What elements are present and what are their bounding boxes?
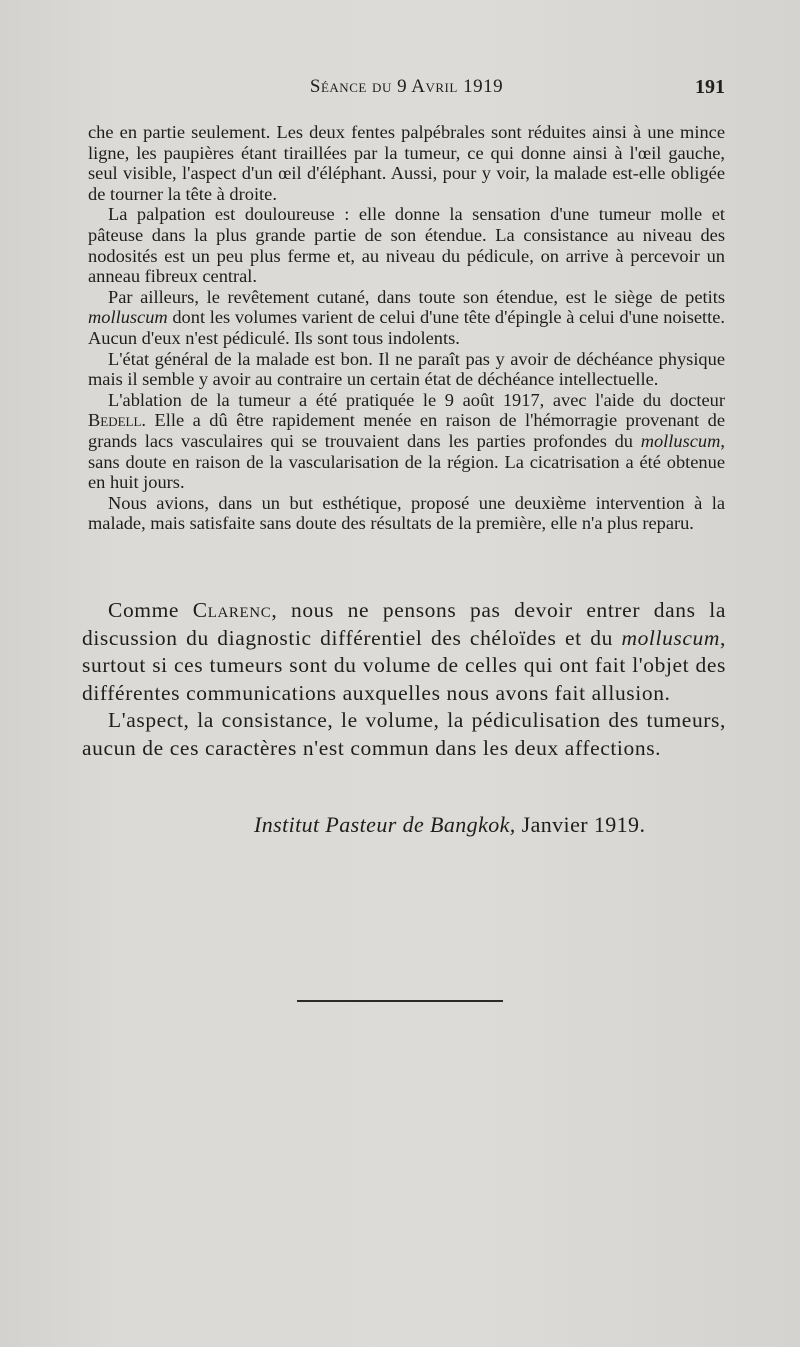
- text-segment: Comme: [108, 598, 193, 622]
- italic-term: molluscum: [640, 430, 721, 451]
- case-report-text: [88, 122, 725, 534]
- paragraph-discussion: [82, 597, 726, 707]
- text-segment: , nous ne pensons pas devoir entrer dans la discussion du diagnostic différentiel des chéloïdes et du: [82, 598, 726, 650]
- paragraph-general-state: L'état général de la malade est bon. Il ne paraît pas y avoir de déchéance physique mais il semble y avoir au contraire un certain état de déchéance intellectuelle.: [88, 348, 725, 390]
- running-title: Séance du 9 Avril 1919: [309, 76, 504, 97]
- text-segment: , surtout si ces tumeurs sont du volume de celles qui ont fait l'objet des différentes communications auxquelles nous avons fait allusion.: [82, 625, 726, 705]
- paragraph-conclusion: L'aspect, la consistance, le volume, la pédiculisation des tumeurs, aucun de ces caractères n'est commun dans les deux affections.: [82, 708, 726, 760]
- end-rule: [297, 1000, 503, 1002]
- author-name: Bedell: [88, 410, 142, 431]
- italic-term: molluscum: [621, 625, 721, 650]
- page-number: 191: [695, 76, 725, 98]
- discussion-text: [82, 597, 726, 762]
- paragraph-ablation: [88, 390, 725, 493]
- paragraph-continuation: che en partie seulement. Les deux fentes palpébrales sont réduites ainsi à une mince ligne, les paupières étant tiraillées par la tumeur, ce qui donne ainsi à l'œil gauche, seul visible, l'aspect d'un œil d'éléphant. Aussi, pour y voir, la malade est-elle obligée de tourner la tête à droite.: [88, 122, 725, 204]
- paragraph-skin: [88, 287, 725, 349]
- text-segment: , sans doute en raison de la vascularisation de la région. La cicatrisation a été obtenue en huit jours.: [88, 430, 725, 493]
- running-head: [88, 76, 725, 106]
- paragraph-second-intervention: Nous avions, dans un but esthétique, proposé une deuxième intervention à la malade, mais satisfaite sans doute des résultats de la première, elle n'a plus reparu.: [88, 492, 725, 534]
- author-name: Clarenc: [192, 598, 272, 622]
- paragraph-palpation: La palpation est douloureuse : elle donne la sensation d'une tumeur molle et pâteuse dans la plus grande partie de son étendue. La consistance au niveau des nodosités est un peu plus ferme et, au niveau du pédicule, on arrive à percevoir un anneau fibreux central.: [88, 204, 725, 287]
- signature-place: Institut Pasteur de Bangkok,: [254, 812, 516, 837]
- signature-date: Janvier 1919.: [521, 812, 646, 837]
- text-segment: dont les volumes varient de celui d'une tête d'épingle à celui d'une noisette. Aucun d'eux n'est pédiculé. Ils sont tous indolents.: [88, 307, 725, 348]
- signature: [254, 812, 645, 838]
- text-segment: Par ailleurs, le revêtement cutané, dans toute son étendue, est le siège de petits: [108, 286, 725, 307]
- text-segment: . Elle a dû être rapidement menée en raison de l'hémorragie provenant de grands lacs vasculaires qui se trouvaient dans les parties profondes du: [88, 410, 725, 451]
- text-segment: L'ablation de la tumeur a été pratiquée le 9 août 1917, avec l'aide du docteur: [108, 389, 725, 410]
- italic-term: molluscum: [88, 307, 168, 328]
